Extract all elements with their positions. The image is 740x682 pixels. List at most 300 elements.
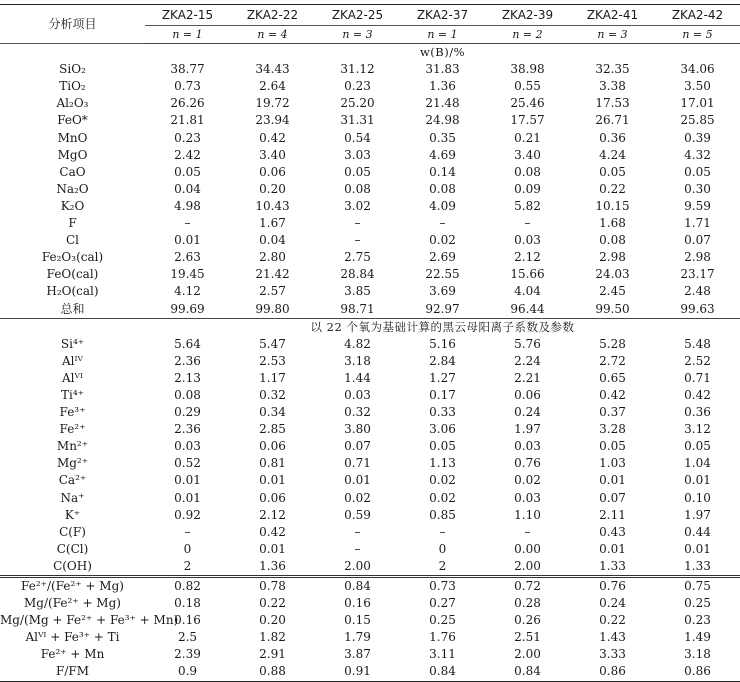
cell-value: 1.49 [684,630,711,645]
table-row [0,646,740,663]
cell-value: 2.72 [599,353,626,368]
table-row [0,629,740,646]
row-label: Cl [65,233,80,248]
cell-value: 0.03 [514,233,541,248]
cell-value: 1.13 [429,456,456,471]
table-row [0,130,740,147]
cell-value: 0.06 [259,164,286,179]
cell-value: 0.25 [429,613,456,628]
cell-value: 0.04 [174,181,201,196]
cell-value: 3.85 [344,284,371,299]
cell-value: 98.71 [340,301,375,316]
cell-value: 0.76 [514,456,541,471]
cell-value: 2.98 [684,250,711,265]
cell-value: 3.18 [684,647,711,662]
cell-value: 0.54 [344,130,371,145]
cell-value: 26.71 [595,113,630,128]
cell-value: 92.97 [425,301,460,316]
cell-value: 0.30 [684,181,711,196]
sample-id: ZKA2-37 [400,5,485,26]
row-label: F/FM [0,663,145,681]
cell-value: 0.22 [599,613,626,628]
row-label: Mn²⁺ [56,439,89,454]
row-label: CaO [59,164,86,179]
cell-value: 0.20 [259,181,286,196]
cell-value: 0.37 [599,405,626,420]
cell-value: 2 [438,558,447,573]
cell-value: 0.07 [344,439,371,454]
cell-value: 0.88 [230,663,315,681]
cell-value: 9.59 [684,198,711,213]
cell-value: 0.02 [429,490,456,505]
cell-value: 0.01 [684,541,711,556]
cell-value: 0.15 [344,613,371,628]
cell-value: 0.9 [145,663,230,681]
row-label: Fe₂O₃(cal) [41,250,104,265]
cell-value: 1.79 [344,630,371,645]
table-row [0,595,740,612]
row-label: Alⱽᴵ + Fe³⁺ + Ti [25,630,120,645]
cell-value: 0.18 [174,596,201,611]
row-label: Ti⁴⁺ [61,387,84,402]
cell-value: 0.02 [344,490,371,505]
blank-cell [0,318,145,336]
cell-value: 0.08 [174,387,201,402]
section-heading-weight-percent: w(B)/% [145,44,740,62]
cell-value: 1.82 [259,630,286,645]
cell-value: 23.17 [680,267,715,282]
cell-value: 1.97 [514,422,541,437]
cell-value: 0.26 [514,613,541,628]
cell-value: 0.22 [259,596,286,611]
cell-value: 0.23 [174,130,201,145]
cell-value: 1.03 [599,456,626,471]
cell-value: 0.05 [599,439,626,454]
cell-value: 0.76 [570,577,655,596]
cell-value: 0.01 [259,541,286,556]
cell-value: 0.35 [429,130,456,145]
table-row [0,336,740,353]
cell-value: 1.68 [599,216,626,231]
cell-value: 3.40 [259,147,286,162]
row-label: MnO [57,130,88,145]
sample-count: n = 2 [512,28,543,41]
cell-value: 0.29 [174,405,201,420]
cell-value: 1.67 [259,216,286,231]
row-label: Fe³⁺ [59,405,86,420]
table-row [0,215,740,232]
cell-value: – [354,233,361,248]
cell-value: 0.73 [400,577,485,596]
cell-value: 2.51 [514,630,541,645]
cell-value: 0.05 [684,439,711,454]
cell-value: 0.03 [514,490,541,505]
cell-value: 1.44 [344,370,371,385]
cell-value: 0.05 [174,164,201,179]
cell-value: 0.36 [684,405,711,420]
cell-value: 0.02 [429,473,456,488]
cell-value: 3.80 [344,422,371,437]
row-label: Ca²⁺ [58,473,87,488]
cell-value: 0.03 [514,439,541,454]
cell-value: 0.06 [259,490,286,505]
row-label: Na⁺ [60,490,85,505]
cell-value: 0.08 [429,181,456,196]
row-label: Al₂O₃ [56,96,89,111]
table-row [0,61,740,78]
cell-value: 0.23 [684,613,711,628]
cell-value: 99.63 [680,301,715,316]
table-row [0,612,740,629]
cell-value: 0.01 [174,490,201,505]
cell-value: 3.40 [514,147,541,162]
cell-value: 2.24 [514,353,541,368]
sample-id: ZKA2-25 [315,5,400,26]
sample-count: n = 1 [427,28,458,41]
cell-value: 0.21 [514,130,541,145]
sample-id: ZKA2-42 [655,5,740,26]
row-label: K₂O [60,198,85,213]
cell-value: 10.15 [595,198,630,213]
cell-value: 0.00 [514,541,541,556]
cell-value: 0.01 [684,473,711,488]
cell-value: 2.36 [174,422,201,437]
cell-value: 2.00 [344,558,371,573]
cell-value: 0.02 [514,473,541,488]
row-label: H₂O(cal) [46,284,99,299]
cell-value: 21.48 [425,96,460,111]
row-label: Na₂O [56,181,89,196]
cell-value: 0.08 [344,181,371,196]
cell-value: 1.17 [259,370,286,385]
cell-value: 2 [183,558,192,573]
cell-value: 2.63 [174,250,201,265]
cell-value: 0.03 [344,387,371,402]
row-label: C(F) [59,524,86,539]
table-row [0,283,740,300]
cell-value: 1.36 [259,558,286,573]
cell-value: 24.98 [425,113,460,128]
cell-value: 4.82 [344,336,371,351]
cell-value: 2.98 [599,250,626,265]
sample-id: ZKA2-39 [485,5,570,26]
cell-value: 0.32 [259,387,286,402]
cell-value: 0.01 [174,233,201,248]
cell-value: 3.38 [599,79,626,94]
cell-value: – [354,216,361,231]
cell-value: 0.01 [599,473,626,488]
table-row [0,507,740,524]
table-body [0,44,740,681]
cell-value: 26.26 [170,96,205,111]
row-label: Fe²⁺ + Mn [40,647,105,662]
cell-value: 0.01 [344,473,371,488]
table-row [0,266,740,283]
cell-value: – [184,524,191,539]
cell-value: 4.69 [429,147,456,162]
table-row [0,112,740,129]
cell-value: – [184,216,191,231]
cell-value: 1.10 [514,507,541,522]
cell-value: 1.76 [429,630,456,645]
cell-value: 0.32 [344,405,371,420]
cell-value: 3.12 [684,422,711,437]
cell-value: 0.01 [174,473,201,488]
cell-value: 3.28 [599,422,626,437]
cell-value: 0.01 [599,541,626,556]
cell-value: 96.44 [510,301,545,316]
cell-value: 0.04 [259,233,286,248]
cell-value: 21.81 [170,113,205,128]
row-label: C(OH) [53,558,92,573]
cell-value: 0.01 [259,473,286,488]
cell-value: 0.05 [344,164,371,179]
table-row [0,147,740,164]
cell-value: 0.39 [684,130,711,145]
sample-id: ZKA2-22 [230,5,315,26]
cell-value: 0.84 [315,577,400,596]
cell-value: 0.75 [655,577,740,596]
row-label: TiO₂ [59,79,86,94]
cell-value: 0.27 [429,596,456,611]
row-label: FeO(cal) [46,267,99,282]
cell-value: 5.64 [174,336,201,351]
cell-value: 1.71 [684,216,711,231]
sample-id: ZKA2-15 [145,5,230,26]
cell-value: 2.48 [684,284,711,299]
sample-count: n = 3 [597,28,628,41]
cell-value: 4.04 [514,284,541,299]
cell-value: 0.92 [174,507,201,522]
cell-value: 0.86 [570,663,655,681]
cell-value: 3.18 [344,353,371,368]
cell-value: 0.84 [400,663,485,681]
cell-value: 0.16 [174,613,201,628]
row-label: Fe²⁺/(Fe²⁺ + Mg) [0,577,145,596]
cell-value: 3.06 [429,422,456,437]
cell-value: 0.10 [684,490,711,505]
cell-value: 2.53 [259,353,286,368]
row-label: Mg²⁺ [56,456,89,471]
row-label: Alⱽᴵ [62,370,83,385]
cell-value: 1.43 [599,630,626,645]
row-label: 总和 [60,301,85,316]
cell-value: 3.11 [429,647,456,662]
cell-value: 0 [183,541,192,556]
cell-value: 2.52 [684,353,711,368]
cell-value: 99.50 [595,301,630,316]
row-label: FeO* [57,113,88,128]
row-label: F [68,216,77,231]
cell-value: 17.01 [680,96,715,111]
cell-value: 17.57 [510,113,545,128]
table-row [0,353,740,370]
cell-value: 25.20 [340,96,375,111]
cell-value: 22.55 [425,267,460,282]
table-row [0,404,740,421]
cell-value: 2.42 [174,147,201,162]
cell-value: 3.50 [684,79,711,94]
cell-value: 4.24 [599,147,626,162]
cell-value: 0.08 [599,233,626,248]
table-row [0,78,740,95]
cell-value: 2.5 [177,630,198,645]
cell-value: 0.33 [429,405,456,420]
cell-value: 5.16 [429,336,456,351]
header-label: 分析项目 [0,5,145,44]
row-label: C(Cl) [56,541,89,556]
cell-value: 34.06 [680,62,715,77]
cell-value: 3.33 [599,647,626,662]
cell-value: 3.69 [429,284,456,299]
cell-value: 0.44 [684,524,711,539]
cell-value: 25.85 [680,113,715,128]
cell-value: 21.42 [255,267,290,282]
cell-value: 0.07 [599,490,626,505]
cell-value: 0.86 [655,663,740,681]
cell-value: 3.02 [344,198,371,213]
table-row [0,455,740,472]
table-row [0,95,740,112]
cell-value: 0.72 [485,577,570,596]
cell-value: 0.03 [174,439,201,454]
cell-value: 5.76 [514,336,541,351]
cell-value: 31.12 [340,62,375,77]
cell-value: 4.12 [174,284,201,299]
sample-count: n = 5 [682,28,713,41]
cell-value: 0.73 [174,79,201,94]
table-row [0,181,740,198]
cell-value: 0.42 [599,387,626,402]
cell-value: 23.94 [255,113,290,128]
cell-value: 0.09 [514,181,541,196]
cell-value: 0.06 [259,439,286,454]
cell-value: 0.71 [344,456,371,471]
cell-value: 2.69 [429,250,456,265]
table-row [0,524,740,541]
cell-value: 2.57 [259,284,286,299]
cell-value: 2.12 [259,507,286,522]
cell-value: – [354,524,361,539]
cell-value: 1.33 [599,558,626,573]
table-row [0,370,740,387]
cell-value: – [354,541,361,556]
cell-value: 0.78 [230,577,315,596]
cell-value: 3.03 [344,147,371,162]
row-label: SiO₂ [59,62,86,77]
row-label: K⁺ [64,507,81,522]
cell-value: 0.02 [429,233,456,248]
cell-value: 0.81 [259,456,286,471]
cell-value: 3.87 [344,647,371,662]
cell-value: 38.98 [510,62,545,77]
table-row [0,472,740,489]
cell-value: 31.31 [340,113,375,128]
cell-value: 0.36 [599,130,626,145]
cell-value: 10.43 [255,198,290,213]
cell-value: 0.42 [259,130,286,145]
cell-value: 0.34 [259,405,286,420]
cell-value: 0.42 [259,524,286,539]
row-label: Si⁴⁺ [60,336,85,351]
cell-value: 0.52 [174,456,201,471]
table-row [0,387,740,404]
cell-value: 25.46 [510,96,545,111]
cell-value: 31.83 [425,62,460,77]
cell-value: 0 [438,541,447,556]
cell-value: 0.28 [514,596,541,611]
table-row [0,232,740,249]
cell-value: 0.82 [145,577,230,596]
cell-value: 4.09 [429,198,456,213]
cell-value: 0.85 [429,507,456,522]
cell-value: 0.23 [344,79,371,94]
table-header [0,5,740,44]
sample-count: n = 4 [257,28,288,41]
row-label: Mg/(Mg + Fe²⁺ + Fe³⁺ + Mn) [0,613,179,628]
cell-value: 2.85 [259,422,286,437]
table-row [0,301,740,319]
sample-count: n = 3 [342,28,373,41]
cell-value: 0.91 [315,663,400,681]
cell-value: 0.55 [514,79,541,94]
table-row [0,318,740,336]
table-row [0,249,740,266]
cell-value: 1.27 [429,370,456,385]
cell-value: 0.05 [684,164,711,179]
cell-value: – [524,524,531,539]
cell-value: 0.06 [514,387,541,402]
cell-value: 19.72 [255,96,290,111]
cell-value: 28.84 [340,267,375,282]
cell-value: 2.39 [174,647,201,662]
table-row [0,558,740,577]
cell-value: 34.43 [255,62,290,77]
cell-value: 1.97 [684,507,711,522]
cell-value: 2.00 [514,647,541,662]
cell-value: 0.17 [429,387,456,402]
cell-value: 0.14 [429,164,456,179]
table-row [0,541,740,558]
cell-value: 99.80 [255,301,290,316]
cell-value: 0.84 [485,663,570,681]
cell-value: 0.42 [684,387,711,402]
cell-value: 2.64 [259,79,286,94]
cell-value: 2.00 [514,558,541,573]
cell-value: 4.98 [174,198,201,213]
cell-value: 0.08 [514,164,541,179]
sample-id: ZKA2-41 [570,5,655,26]
cell-value: 0.65 [599,370,626,385]
section-heading-cation-coefficients: 以 22 个氧为基础计算的黑云母阳离子系数及参数 [145,318,740,336]
cell-value: 19.45 [170,267,205,282]
cell-value: 24.03 [595,267,630,282]
cell-value: 0.05 [429,439,456,454]
cell-value: – [524,216,531,231]
cell-value: 99.69 [170,301,205,316]
table-row [0,438,740,455]
cell-value: 1.33 [684,558,711,573]
cell-value: – [439,524,446,539]
row-label: Mg/(Fe²⁺ + Mg) [24,596,121,611]
cell-value: 2.91 [259,647,286,662]
table-row [0,663,740,681]
cell-value: 5.48 [684,336,711,351]
cell-value: 4.32 [684,147,711,162]
cell-value: 1.04 [684,456,711,471]
cell-value: 2.84 [429,353,456,368]
cell-value: 0.22 [599,181,626,196]
